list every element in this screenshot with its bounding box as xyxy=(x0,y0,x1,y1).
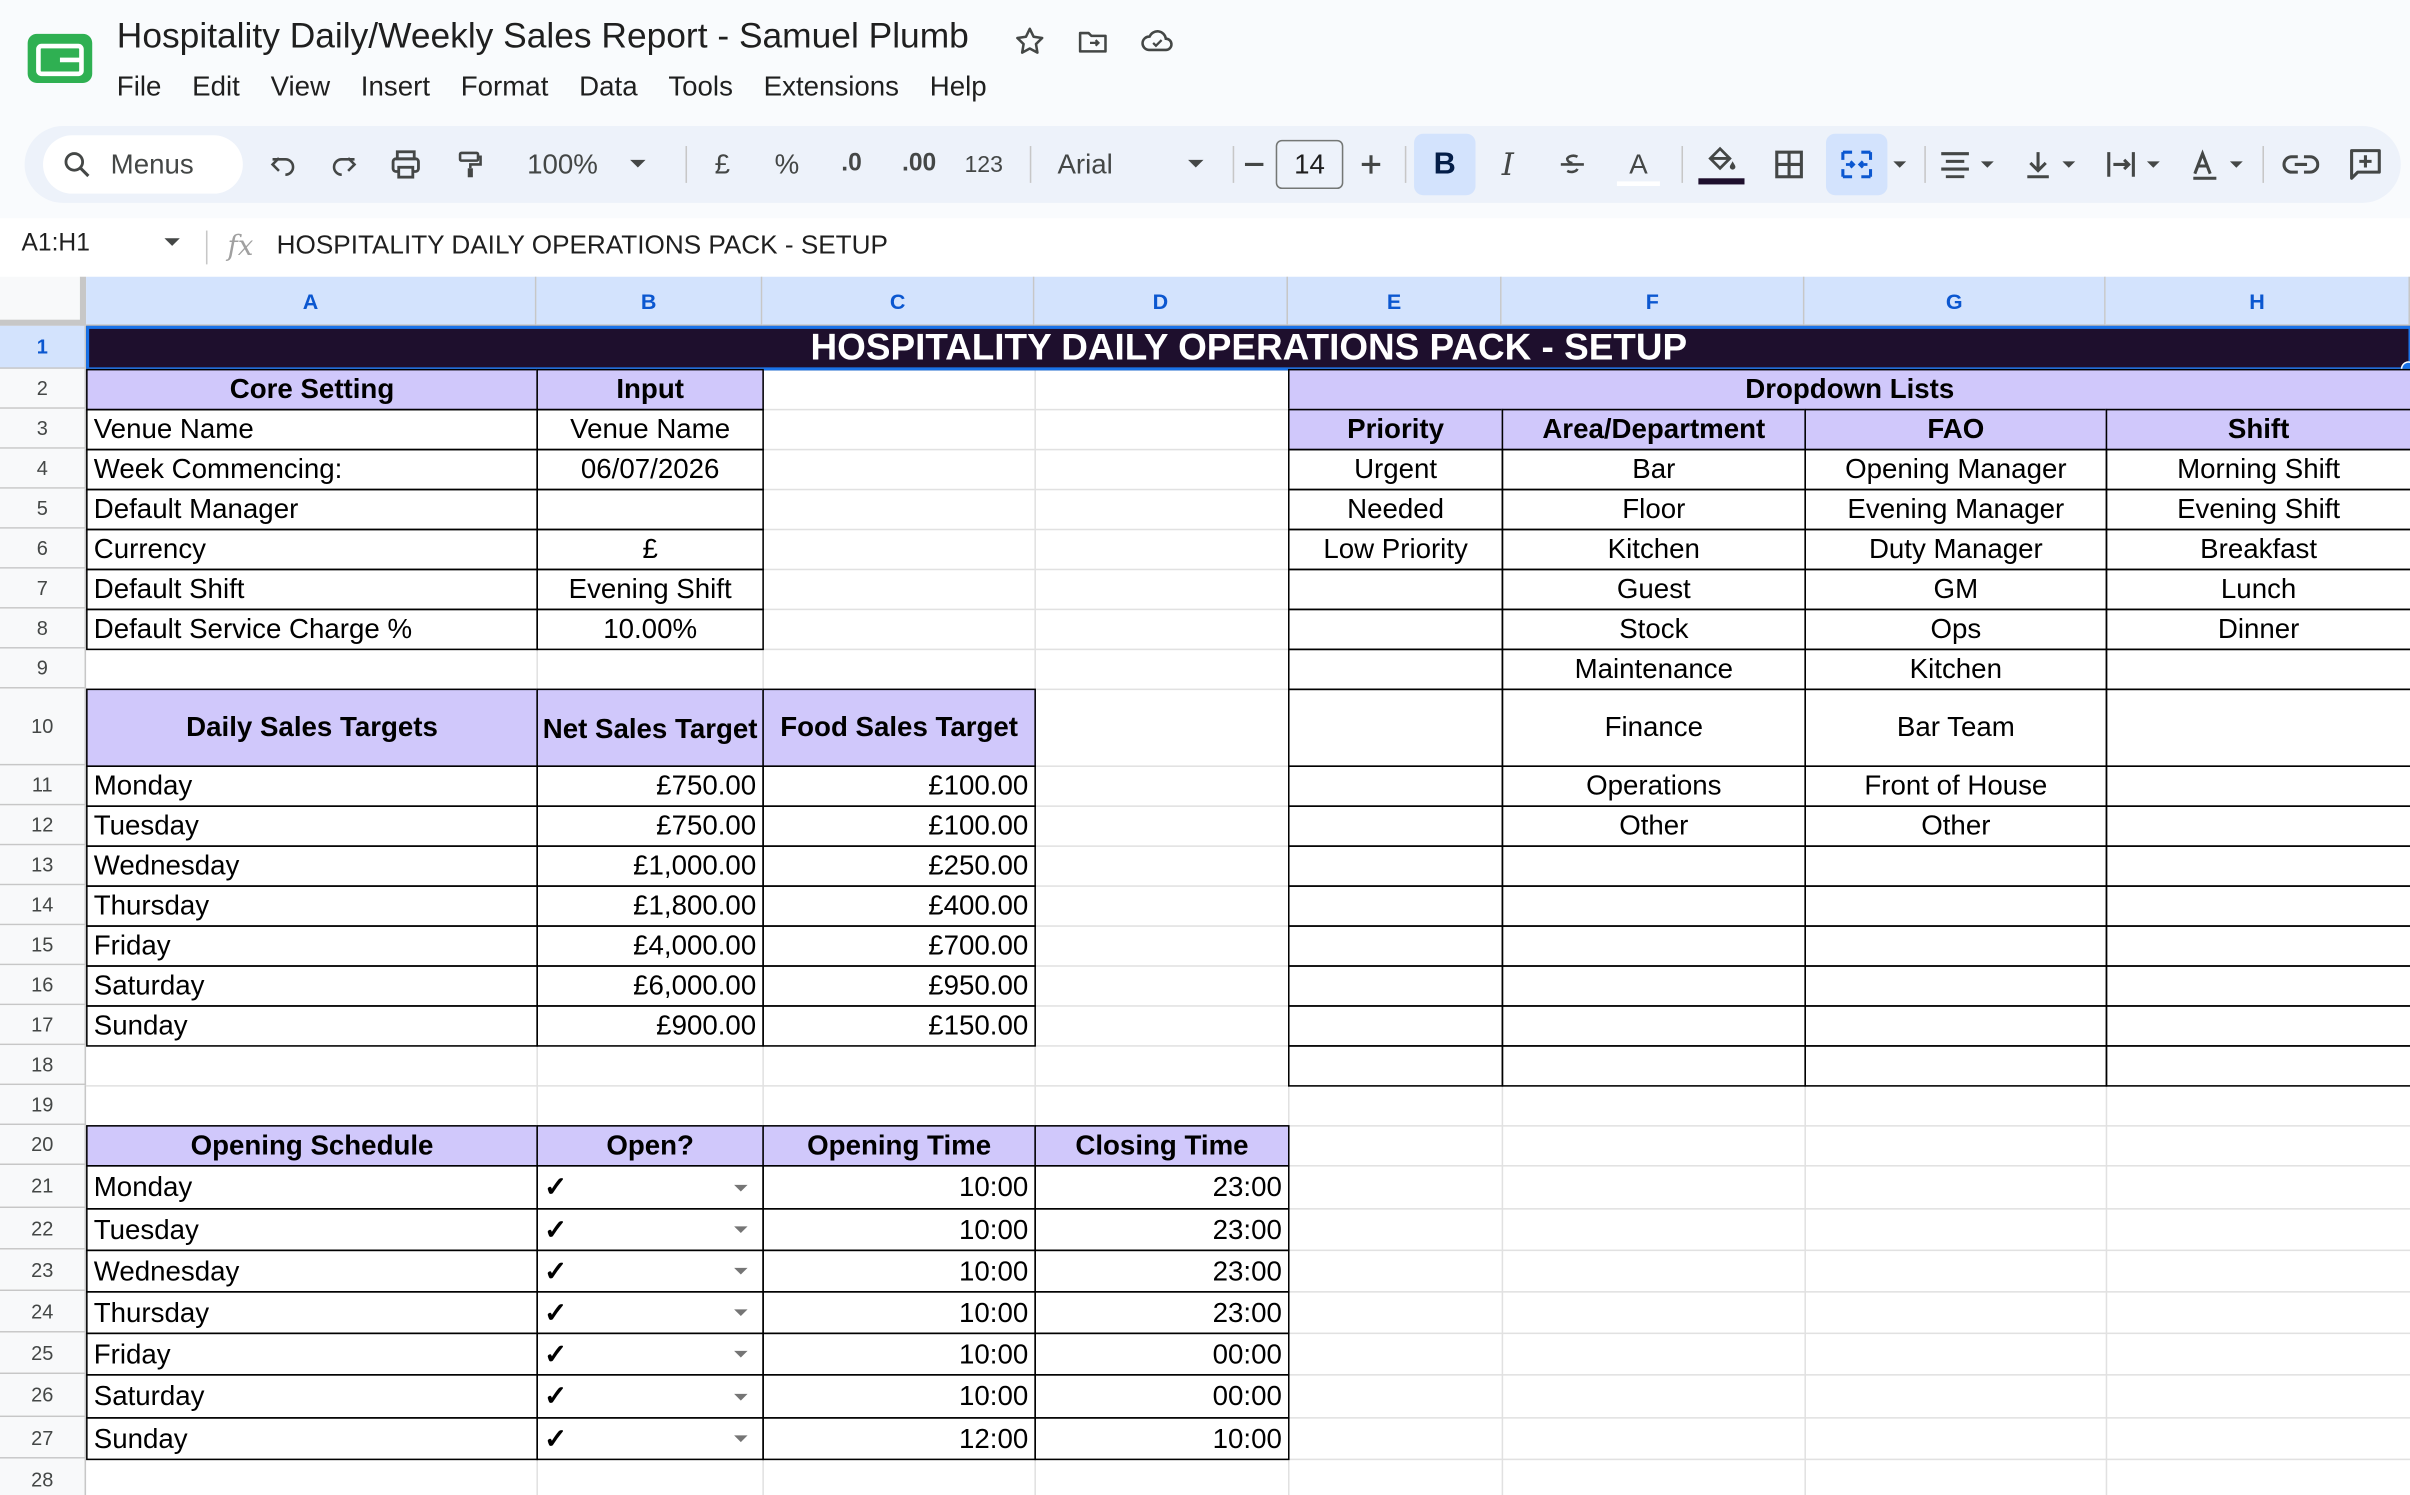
format-currency-button[interactable]: £ xyxy=(714,148,731,180)
chevron-down-icon[interactable] xyxy=(732,1308,750,1319)
row-header[interactable]: 11 xyxy=(0,765,86,805)
dropdown-list-item[interactable]: Opening Manager xyxy=(1804,449,2107,490)
chevron-down-icon xyxy=(629,158,647,170)
column-header[interactable]: F xyxy=(1502,277,1805,326)
column-header[interactable]: D xyxy=(1034,277,1288,326)
target-day[interactable]: Saturday xyxy=(86,965,538,1006)
schedule-day[interactable]: Wednesday xyxy=(86,1250,538,1293)
italic-button[interactable]: I xyxy=(1501,146,1514,183)
font-select[interactable] xyxy=(1045,126,1217,203)
more-formats-button[interactable]: 123 xyxy=(964,151,1003,178)
net-sales-target[interactable]: £750.00 xyxy=(536,805,763,846)
insert-link-icon[interactable] xyxy=(2275,126,2327,203)
open-dropdown[interactable]: ✓ xyxy=(536,1165,763,1210)
dropdown-list-item[interactable] xyxy=(1288,845,1503,886)
core-setting-label[interactable]: Venue Name xyxy=(86,409,538,450)
zoom-value: 100% xyxy=(527,148,598,180)
dropdown-list-item[interactable] xyxy=(2106,1005,2410,1046)
menu-tools[interactable]: Tools xyxy=(668,70,733,102)
dropdown-list-item[interactable] xyxy=(1804,885,2107,926)
row-header[interactable]: 17 xyxy=(0,1005,86,1045)
dropdown-list-item[interactable]: Bar xyxy=(1502,449,1806,490)
dropdown-list-item[interactable] xyxy=(1502,1005,1806,1046)
dropdown-list-item[interactable] xyxy=(2106,805,2410,846)
column-header[interactable]: A xyxy=(86,277,536,326)
dropdown-list-item[interactable]: Guest xyxy=(1502,569,1806,610)
header-dropdown-lists[interactable]: Dropdown Lists xyxy=(1288,369,2410,410)
dropdown-list-item[interactable] xyxy=(2106,885,2410,926)
row-header[interactable]: 3 xyxy=(0,409,86,449)
font-name: Arial xyxy=(1057,148,1113,180)
net-sales-target[interactable]: £4,000.00 xyxy=(536,925,763,966)
dropdown-list-item[interactable] xyxy=(1804,1005,2107,1046)
row-header[interactable]: 28 xyxy=(0,1459,86,1495)
net-sales-target[interactable]: £750.00 xyxy=(536,765,763,806)
dropdown-list-item[interactable]: Lunch xyxy=(2106,569,2410,610)
increase-decimal-button[interactable]: .00 xyxy=(902,150,937,177)
opening-time[interactable]: 10:00 xyxy=(762,1165,1036,1210)
row-header[interactable]: 4 xyxy=(0,449,86,489)
menu-view[interactable]: View xyxy=(270,70,331,102)
core-setting-label[interactable]: Currency xyxy=(86,529,538,570)
target-day[interactable]: Sunday xyxy=(86,1005,538,1046)
row-header[interactable]: 8 xyxy=(0,609,86,649)
vertical-align-icon[interactable] xyxy=(2017,126,2085,203)
dropdown-list-item[interactable] xyxy=(1288,649,1503,690)
print-icon[interactable] xyxy=(381,126,430,203)
dropdown-list-item[interactable] xyxy=(2106,689,2410,767)
sheets-logo-icon[interactable] xyxy=(25,31,96,86)
net-sales-target[interactable]: £900.00 xyxy=(536,1005,763,1046)
dropdown-list-item[interactable]: Floor xyxy=(1502,489,1806,530)
closing-time[interactable]: 00:00 xyxy=(1034,1374,1289,1419)
menu-data[interactable]: Data xyxy=(579,70,638,102)
dropdown-list-item[interactable] xyxy=(1288,805,1503,846)
row-header[interactable]: 1 xyxy=(0,326,86,369)
open-dropdown[interactable]: ✓ xyxy=(536,1417,763,1460)
row-header[interactable]: 26 xyxy=(0,1374,86,1417)
menu-file[interactable]: File xyxy=(116,70,162,102)
redo-icon[interactable] xyxy=(320,126,369,203)
core-setting-label[interactable]: Default Shift xyxy=(86,569,538,610)
menu-bar xyxy=(117,68,1018,106)
column-header[interactable]: G xyxy=(1804,277,2105,326)
dropdown-list-item[interactable] xyxy=(1502,965,1806,1006)
dropdown-list-item[interactable]: Urgent xyxy=(1288,449,1503,490)
row-header[interactable]: 23 xyxy=(0,1250,86,1291)
dropdown-list-item[interactable]: Stock xyxy=(1502,609,1806,650)
dropdown-list-item[interactable]: Other xyxy=(1804,805,2107,846)
dropdown-list-item[interactable] xyxy=(1288,569,1503,610)
formula-input[interactable]: HOSPITALITY DAILY OPERATIONS PACK - SETUP xyxy=(276,230,888,260)
dropdown-list-item[interactable] xyxy=(1804,845,2107,886)
dropdown-list-item[interactable]: Kitchen xyxy=(1804,649,2107,690)
schedule-day[interactable]: Thursday xyxy=(86,1291,538,1334)
row-header[interactable]: 25 xyxy=(0,1333,86,1374)
closing-time[interactable]: 10:00 xyxy=(1034,1417,1289,1460)
dropdown-list-item[interactable] xyxy=(1288,965,1503,1006)
dropdown-list-item[interactable] xyxy=(1502,885,1806,926)
row-header[interactable]: 13 xyxy=(0,845,86,885)
header-food-sales-target[interactable]: Food Sales Target xyxy=(762,689,1036,767)
text-color-button[interactable] xyxy=(1614,126,1663,203)
row-header[interactable]: 9 xyxy=(0,649,86,689)
chevron-down-icon[interactable] xyxy=(732,1349,750,1360)
strikethrough-icon[interactable] xyxy=(1549,126,1595,203)
target-day[interactable]: Monday xyxy=(86,765,538,806)
decrease-decimal-button[interactable]: .0 xyxy=(841,150,862,177)
row-header[interactable]: 10 xyxy=(0,689,86,766)
dropdown-list-item[interactable] xyxy=(2106,925,2410,966)
core-setting-value[interactable]: 06/07/2026 xyxy=(536,449,763,490)
formula-bar xyxy=(0,218,2410,276)
area-department-header[interactable]: Area/Department xyxy=(1502,409,1806,450)
opening-time[interactable]: 10:00 xyxy=(762,1374,1036,1419)
row-header[interactable]: 24 xyxy=(0,1291,86,1332)
open-dropdown[interactable]: ✓ xyxy=(536,1250,763,1293)
food-sales-target[interactable]: £100.00 xyxy=(762,765,1036,806)
chevron-down-icon[interactable] xyxy=(732,1225,750,1236)
dropdown-list-item[interactable]: Evening Shift xyxy=(2106,489,2410,530)
decrease-font-size-icon[interactable] xyxy=(1236,126,1273,203)
target-day[interactable]: Wednesday xyxy=(86,845,538,886)
food-sales-target[interactable]: £250.00 xyxy=(762,845,1036,886)
schedule-day[interactable]: Tuesday xyxy=(86,1208,538,1251)
dropdown-list-item[interactable]: Morning Shift xyxy=(2106,449,2410,490)
dropdown-list-item[interactable]: Bar Team xyxy=(1804,689,2107,767)
schedule-day[interactable]: Saturday xyxy=(86,1374,538,1419)
dropdown-list-item[interactable]: Breakfast xyxy=(2106,529,2410,570)
row-header[interactable]: 18 xyxy=(0,1045,86,1085)
core-setting-label[interactable]: Default Manager xyxy=(86,489,538,530)
search-menus-label: Menus xyxy=(110,148,194,180)
dropdown-list-item[interactable] xyxy=(2106,649,2410,690)
dropdown-list-item[interactable]: Needed xyxy=(1288,489,1503,530)
chevron-down-icon[interactable] xyxy=(163,237,181,249)
schedule-day[interactable]: Sunday xyxy=(86,1417,538,1460)
column-header[interactable]: E xyxy=(1288,277,1502,326)
chevron-down-icon[interactable] xyxy=(732,1392,750,1403)
closing-time[interactable]: 23:00 xyxy=(1034,1208,1289,1251)
dropdown-list-item[interactable]: Dinner xyxy=(2106,609,2410,650)
dropdown-list-item[interactable]: Kitchen xyxy=(1502,529,1806,570)
dropdown-list-item[interactable] xyxy=(1804,965,2107,1006)
name-box[interactable]: A1:H1 xyxy=(21,230,90,257)
increase-font-size-icon[interactable] xyxy=(1349,126,1392,203)
opening-time[interactable]: 12:00 xyxy=(762,1417,1036,1460)
dropdown-list-item[interactable]: Ops xyxy=(1804,609,2107,650)
row-header[interactable]: 14 xyxy=(0,885,86,925)
row-header[interactable]: 2 xyxy=(0,369,86,409)
format-percent-button[interactable]: % xyxy=(774,148,800,180)
header-core-setting[interactable]: Core Setting xyxy=(86,369,538,410)
insert-comment-icon[interactable] xyxy=(2339,126,2391,203)
header-opening-time[interactable]: Opening Time xyxy=(762,1125,1036,1166)
dropdown-list-item[interactable] xyxy=(1502,925,1806,966)
core-setting-value[interactable]: £ xyxy=(536,529,763,570)
priority-header[interactable]: Priority xyxy=(1288,409,1503,450)
dropdown-list-item[interactable] xyxy=(1502,1045,1806,1086)
closing-time[interactable]: 23:00 xyxy=(1034,1250,1289,1293)
dropdown-list-item[interactable] xyxy=(1804,925,2107,966)
target-day[interactable]: Friday xyxy=(86,925,538,966)
undo-icon[interactable] xyxy=(258,126,307,203)
row-header[interactable]: 15 xyxy=(0,925,86,965)
opening-time[interactable]: 10:00 xyxy=(762,1291,1036,1334)
search-icon xyxy=(61,149,92,180)
dropdown-list-item[interactable] xyxy=(1288,925,1503,966)
borders-icon[interactable] xyxy=(1764,126,1813,203)
header-closing-time[interactable]: Closing Time xyxy=(1034,1125,1289,1166)
dropdown-list-item[interactable]: Finance xyxy=(1502,689,1806,767)
move-folder-icon[interactable] xyxy=(1073,22,1113,62)
font-size-input[interactable]: 14 xyxy=(1276,140,1344,189)
dropdown-list-item[interactable] xyxy=(2106,845,2410,886)
food-sales-target[interactable]: £150.00 xyxy=(762,1005,1036,1046)
menu-insert[interactable]: Insert xyxy=(360,70,431,102)
dropdown-list-item[interactable] xyxy=(1288,885,1503,926)
dropdown-list-item[interactable]: GM xyxy=(1804,569,2107,610)
chevron-down-icon[interactable] xyxy=(732,1434,750,1445)
dropdown-list-item[interactable] xyxy=(1804,1045,2107,1086)
chevron-down-icon[interactable] xyxy=(732,1266,750,1277)
food-sales-target[interactable]: £400.00 xyxy=(762,885,1036,926)
closing-time[interactable]: 00:00 xyxy=(1034,1333,1289,1376)
header-net-sales-target[interactable]: Net Sales Target xyxy=(536,689,763,767)
row-header[interactable]: 21 xyxy=(0,1165,86,1208)
row-header[interactable]: 7 xyxy=(0,569,86,609)
dropdown-list-item[interactable]: Front of House xyxy=(1804,765,2107,806)
dropdown-list-item[interactable] xyxy=(2106,965,2410,1006)
core-setting-value[interactable]: Venue Name xyxy=(536,409,763,450)
food-sales-target[interactable]: £100.00 xyxy=(762,805,1036,846)
shift-header[interactable]: Shift xyxy=(2106,409,2410,450)
open-dropdown[interactable]: ✓ xyxy=(536,1333,763,1376)
dropdown-list-item[interactable] xyxy=(1288,765,1503,806)
fao-header[interactable]: FAO xyxy=(1804,409,2107,450)
closing-time[interactable]: 23:00 xyxy=(1034,1165,1289,1210)
menu-extensions[interactable]: Extensions xyxy=(763,70,900,102)
dropdown-list-item[interactable] xyxy=(2106,1045,2410,1086)
fx-icon: fx xyxy=(227,230,254,263)
dropdown-list-item[interactable] xyxy=(2106,765,2410,806)
row-header[interactable]: 22 xyxy=(0,1208,86,1249)
opening-time[interactable]: 10:00 xyxy=(762,1250,1036,1293)
closing-time[interactable]: 23:00 xyxy=(1034,1291,1289,1334)
menu-edit[interactable]: Edit xyxy=(192,70,240,102)
net-sales-target[interactable]: £1,800.00 xyxy=(536,885,763,926)
merged-title-cell[interactable]: HOSPITALITY DAILY OPERATIONS PACK - SETUP xyxy=(86,326,2410,371)
row-header[interactable]: 12 xyxy=(0,805,86,845)
spreadsheet-grid[interactable] xyxy=(0,277,2410,1495)
menu-help[interactable]: Help xyxy=(929,70,987,102)
toolbar xyxy=(25,126,2401,203)
header-daily-sales-targets[interactable]: Daily Sales Targets xyxy=(86,689,538,767)
opening-time[interactable]: 10:00 xyxy=(762,1333,1036,1376)
food-sales-target[interactable]: £700.00 xyxy=(762,925,1036,966)
text-color-glyph: A xyxy=(1629,148,1648,180)
open-dropdown[interactable]: ✓ xyxy=(536,1291,763,1334)
search-menus[interactable] xyxy=(43,135,243,193)
dropdown-list-item[interactable] xyxy=(1502,845,1806,886)
dropdown-list-item[interactable]: Duty Manager xyxy=(1804,529,2107,570)
select-all-corner[interactable] xyxy=(0,277,86,326)
merge-options-chevron-icon[interactable] xyxy=(1887,126,1912,203)
core-setting-value[interactable]: Evening Shift xyxy=(536,569,763,610)
target-day[interactable]: Tuesday xyxy=(86,805,538,846)
column-header[interactable]: H xyxy=(2106,277,2410,326)
dropdown-list-item[interactable] xyxy=(1288,689,1503,767)
target-day[interactable]: Thursday xyxy=(86,885,538,926)
schedule-day[interactable]: Friday xyxy=(86,1333,538,1376)
dropdown-list-item[interactable]: Maintenance xyxy=(1502,649,1806,690)
merge-cells-icon[interactable] xyxy=(1826,134,1887,195)
header-open[interactable]: Open? xyxy=(536,1125,763,1166)
schedule-day[interactable]: Monday xyxy=(86,1165,538,1210)
star-icon[interactable] xyxy=(1010,22,1050,62)
fill-color-icon[interactable] xyxy=(1694,126,1749,203)
chevron-down-icon[interactable] xyxy=(732,1183,750,1194)
paint-format-icon[interactable] xyxy=(446,126,495,203)
header-input[interactable]: Input xyxy=(536,369,763,410)
row-header[interactable]: 20 xyxy=(0,1125,86,1165)
column-header[interactable]: B xyxy=(536,277,762,326)
title-bar xyxy=(0,0,2410,123)
core-setting-label[interactable]: Week Commencing: xyxy=(86,449,538,490)
dropdown-list-item[interactable]: Evening Manager xyxy=(1804,489,2107,530)
opening-time[interactable]: 10:00 xyxy=(762,1208,1036,1251)
document-title[interactable]: Hospitality Daily/Weekly Sales Report - Samuel Plumb xyxy=(116,15,969,56)
text-rotation-icon[interactable] xyxy=(2183,126,2251,203)
horizontal-align-icon[interactable] xyxy=(1934,126,2002,203)
core-setting-value[interactable]: 10.00% xyxy=(536,609,763,650)
dropdown-list-item[interactable]: Operations xyxy=(1502,765,1806,806)
core-setting-value[interactable] xyxy=(536,489,763,530)
zoom-select[interactable] xyxy=(513,126,661,203)
open-dropdown[interactable]: ✓ xyxy=(536,1208,763,1251)
dropdown-list-item[interactable] xyxy=(1288,609,1503,650)
core-setting-label[interactable]: Default Service Charge % xyxy=(86,609,538,650)
text-wrapping-icon[interactable] xyxy=(2100,126,2168,203)
row-header[interactable]: 27 xyxy=(0,1417,86,1458)
dropdown-list-item[interactable] xyxy=(1288,1005,1503,1046)
row-header[interactable]: 6 xyxy=(0,529,86,569)
net-sales-target[interactable]: £1,000.00 xyxy=(536,845,763,886)
dropdown-list-item[interactable]: Low Priority xyxy=(1288,529,1503,570)
open-dropdown[interactable]: ✓ xyxy=(536,1374,763,1419)
dropdown-list-item[interactable]: Other xyxy=(1502,805,1806,846)
chevron-down-icon xyxy=(1187,158,1205,170)
row-header[interactable]: 19 xyxy=(0,1085,86,1125)
net-sales-target[interactable]: £6,000.00 xyxy=(536,965,763,1006)
bold-button[interactable]: B xyxy=(1414,134,1475,195)
row-header[interactable]: 16 xyxy=(0,965,86,1005)
row-header[interactable]: 5 xyxy=(0,489,86,529)
food-sales-target[interactable]: £950.00 xyxy=(762,965,1036,1006)
column-header[interactable]: C xyxy=(762,277,1034,326)
menu-format[interactable]: Format xyxy=(460,70,549,102)
header-opening-schedule[interactable]: Opening Schedule xyxy=(86,1125,538,1166)
cloud-saved-icon[interactable] xyxy=(1137,22,1177,62)
dropdown-list-item[interactable] xyxy=(1288,1045,1503,1086)
